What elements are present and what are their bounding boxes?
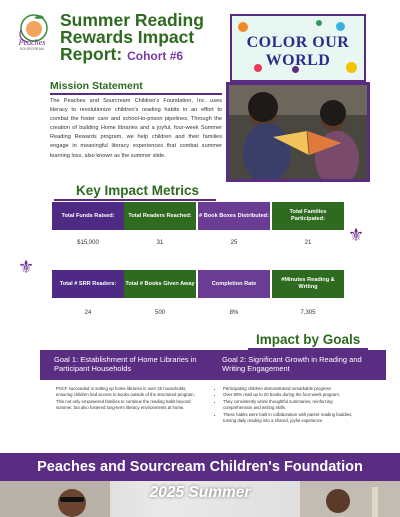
title-line-3: Report:: [60, 44, 123, 64]
mission-divider: [50, 93, 222, 95]
goal-1-title: Goal 1: Establishment of Home Libraries in Participant Households: [54, 355, 197, 373]
fleur-de-lis-icon: ⚜: [18, 257, 35, 277]
metric-value-srr-readers: 24: [84, 310, 92, 316]
cohort-label: Cohort #6: [127, 49, 184, 63]
logo-subtitle: SOURCREAM: [19, 47, 45, 51]
metric-label-minutes: #Minutes Reading & Writing: [272, 270, 344, 298]
metric-label-srr-readers: Total # SRR Readers:: [52, 270, 124, 298]
list-item: • Over 80% read up to 20 books during the four-week program.: [223, 392, 362, 398]
metric-label-book-boxes: # Book Boxes Distributed:: [198, 202, 270, 230]
children-reading-photo-icon: [229, 85, 367, 179]
metrics-heading: Key Impact Metrics: [76, 183, 200, 198]
metric-label-readers-reached: Total Readers Reached:: [124, 202, 196, 230]
metrics-divider: [54, 199, 216, 201]
metric-value-book-boxes: 25: [230, 240, 238, 246]
metric-label-completion-rate: Completion Rate: [198, 270, 270, 298]
mission-body: The Peaches and Sourcream Children's Foundation, Inc. uses literacy to revolutionize children's reading habits in an effort to combat the foster care and school-to-prison pipelines. Through the creation of building Home libraries and a joyful, four-week Summer Reading Rewards program, we help children and their families engage in meaningful literacy experiences that combat summer learning loss, also known as the summer slide.: [50, 98, 222, 159]
reading-photo: [226, 82, 370, 182]
art-text: COLOR OUR WORLD: [246, 34, 350, 69]
list-item: • Participating children demonstrated remarkable progress: [223, 386, 362, 392]
metric-value-readers-reached: 31: [156, 240, 164, 246]
footer-year: 2025 Summer: [149, 484, 251, 501]
metric-label-books-given: Total # Books Given Away: [124, 270, 196, 298]
list-item: • These habits were built in collaboration with parent reading buddies, turning daily reading into a shared, joyful experience: [223, 412, 362, 425]
mission-heading: Mission Statement: [50, 80, 143, 92]
metric-value-families: 21: [304, 240, 312, 246]
goal-2-title: Goal 2: Significant Growth in Reading and Writing Engagement: [222, 355, 362, 373]
title-line-1: Summer Reading: [60, 10, 204, 30]
title-line-2: Rewards Impact: [60, 27, 195, 47]
fleur-de-lis-icon: ⚜: [348, 225, 365, 245]
goal-2-list: [216, 386, 362, 424]
metric-label-total-funds: Total Funds Raised:: [52, 202, 124, 230]
metric-value-books-given: 500: [154, 310, 165, 316]
logo-name: Peaches: [18, 38, 46, 47]
impact-heading: Impact by Goals: [256, 332, 361, 347]
title-line-3-wrap: [60, 46, 220, 65]
metric-label-families: Total Families Participated:: [272, 202, 344, 230]
goal-1-body: PSCF succeeded in setting up home libraries in over 25 households, ensuring children had access to books outside of the structured program. This not only empowered families to continue the reading habit beyond summer, but also fostered long-term literacy environments at home.: [56, 386, 195, 411]
color-our-world-artwork: [230, 14, 366, 82]
metric-value-completion-rate: 8%: [229, 310, 239, 316]
goal-2-list-wrap: [216, 386, 362, 424]
metric-value-total-funds: $15,000: [77, 240, 99, 246]
footer-title: Peaches and Sourcream Children's Foundation: [37, 459, 363, 475]
page-title: [60, 12, 220, 65]
list-item: • They consistently wrote thoughtful summaries, reinforcing comprehension and writing skills.: [223, 399, 362, 412]
metric-value-minutes: 7,305: [300, 310, 316, 316]
